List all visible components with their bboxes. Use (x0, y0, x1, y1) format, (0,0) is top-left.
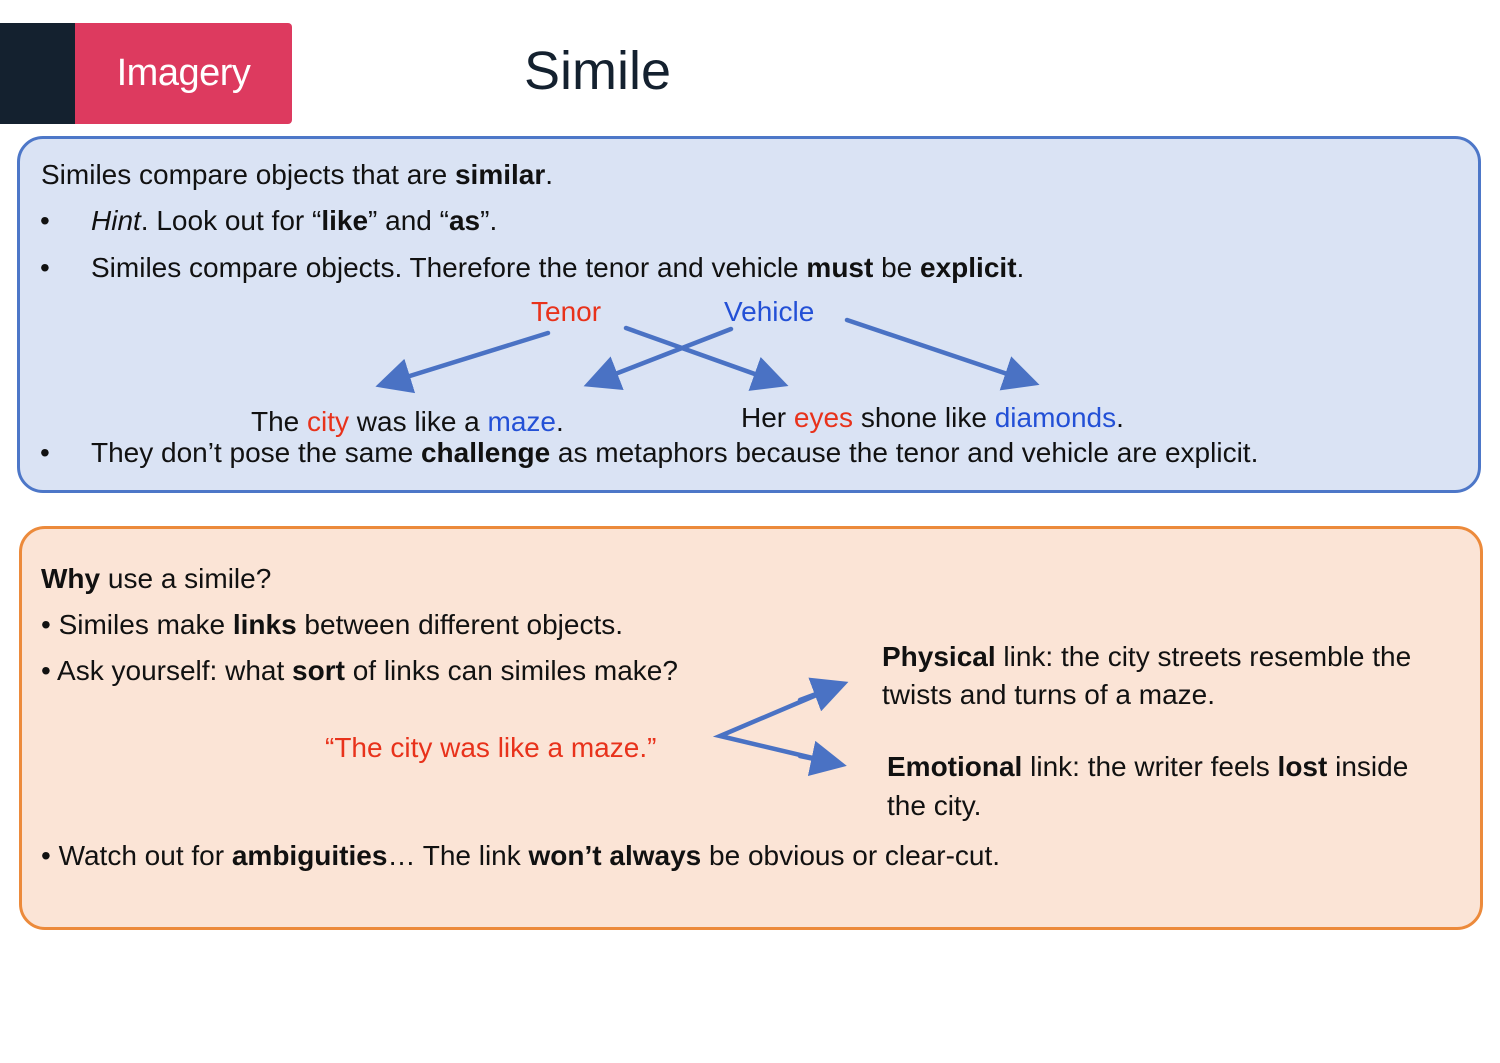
vehicle-label: Vehicle (724, 296, 815, 327)
sort-bullet: • Ask yourself: what sort of links can similes make? (41, 655, 678, 686)
why-heading: Why use a simile? (41, 563, 272, 594)
ambiguities-bullet: • Watch out for ambiguities… The link won’t always be obvious or clear-cut. (41, 840, 1001, 871)
emotional-link-line1: Emotional link: the writer feels lost inside (887, 751, 1409, 782)
page-title: Simile (524, 41, 672, 101)
bullet-dot: • (40, 205, 50, 236)
definition-intro: Similes compare objects that are similar. (41, 159, 554, 190)
tenor-label: Tenor (531, 296, 602, 327)
simile-quote: “The city was like a maze.” (325, 732, 657, 763)
imagery-tab-label: Imagery (116, 52, 251, 94)
example-city-maze: The city was like a maze. (251, 406, 564, 437)
physical-link-line1: Physical link: the city streets resemble the (882, 641, 1412, 672)
explicit-bullet: Similes compare objects. Therefore the tenor and vehicle must be explicit. (91, 252, 1025, 283)
example-eyes-diamonds: Her eyes shone like diamonds. (741, 402, 1124, 433)
hint-bullet: Hint. Look out for “like” and “as”. (91, 205, 498, 236)
bullet-dot: • (40, 252, 50, 283)
links-bullet: • Similes make links between different objects. (41, 609, 624, 640)
physical-link-line2: twists and turns of a maze. (882, 679, 1216, 710)
header-dark-block (0, 23, 76, 124)
bullet-dot: • (40, 437, 50, 468)
emotional-link-line2: the city. (887, 790, 982, 821)
challenge-bullet: They don’t pose the same challenge as metaphors because the tenor and vehicle are explicit. (91, 437, 1259, 468)
imagery-tab[interactable] (75, 23, 292, 124)
